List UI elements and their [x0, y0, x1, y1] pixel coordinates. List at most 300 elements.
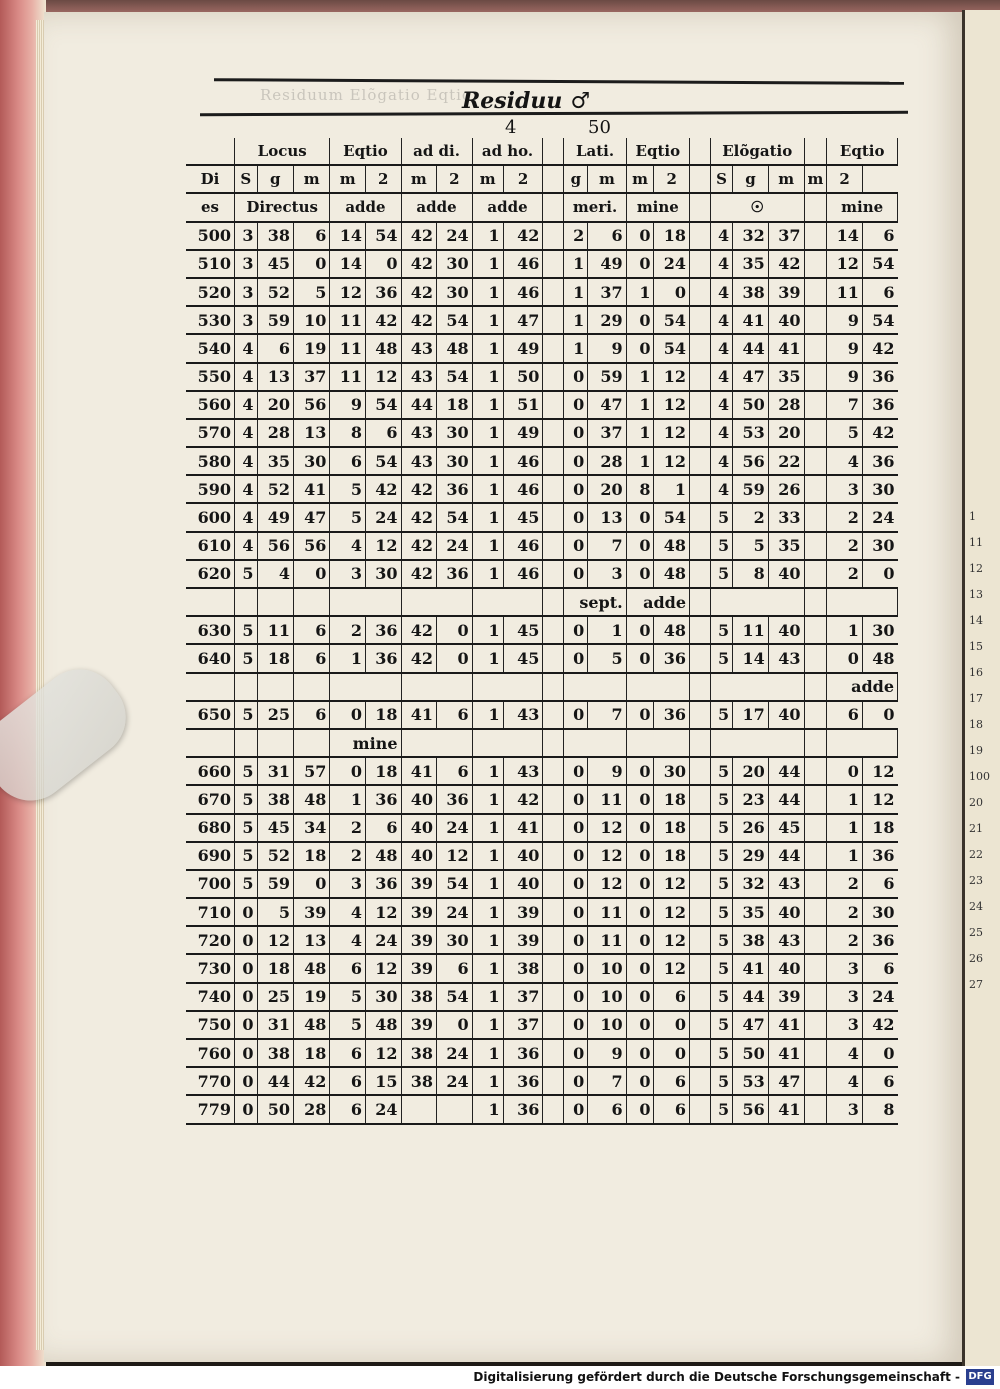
table-row [186, 785, 898, 813]
locus-cell: 5 [234, 842, 257, 870]
equatio-cell: 12 [365, 532, 401, 560]
equatio-lat-cell: 54 [654, 503, 690, 531]
equatio-el-cell: 24 [872, 508, 895, 528]
ad-horam-cell: 1 [472, 278, 503, 306]
elongatio-cell: 29 [733, 842, 769, 870]
table-row [186, 1067, 898, 1095]
equatio-lat-cell: 48 [654, 560, 690, 588]
locus-cell: 6 [293, 701, 329, 729]
elongatio-cell: 50 [733, 391, 769, 419]
locus-cell: 38 [257, 785, 293, 813]
latitude-cell: 59 [588, 363, 626, 391]
note-cell [626, 729, 689, 757]
day-cell: 510 [186, 250, 234, 278]
equatio-lat-cell: 12 [654, 419, 690, 447]
header-cell: ad ho. [472, 138, 543, 165]
mars-symbol-icon: ♂ [570, 88, 591, 114]
elongatio-cell: 28 [768, 391, 804, 419]
elongatio-cell: 5 [711, 842, 733, 870]
latitude-cell: 1 [588, 616, 626, 644]
locus-cell: 50 [257, 1095, 293, 1123]
ad-diem-cell: 44 [401, 391, 437, 419]
elongatio-cell: 47 [733, 363, 769, 391]
header-cell: g [564, 165, 588, 193]
elongatio-cell: 44 [768, 785, 804, 813]
locus-cell: 52 [257, 278, 293, 306]
table-row [186, 644, 898, 672]
equatio-cell: 11 [330, 306, 366, 334]
facing-page-number: 13 [969, 588, 983, 601]
table-row [186, 616, 898, 644]
row-cell [690, 1067, 711, 1095]
ad-horam-cell: 40 [503, 870, 543, 898]
latitude-cell: 0 [564, 644, 588, 672]
equatio-cell: 36 [365, 644, 401, 672]
facing-page-number: 11 [969, 536, 983, 549]
facing-page-edge [962, 10, 1000, 1366]
locus-cell: 5 [257, 898, 293, 926]
header-cell: ☉ [711, 193, 805, 221]
equatio-cell: 8 [330, 419, 366, 447]
header-cell: m [401, 165, 437, 193]
row-cell [804, 532, 827, 560]
elongatio-cell: 59 [733, 475, 769, 503]
equatio-lat-cell: 0 [626, 842, 654, 870]
row-cell [401, 729, 472, 757]
equatio-lat-cell: 0 [626, 1011, 654, 1039]
elongatio-cell: 5 [711, 1039, 733, 1067]
equatio-el-cell: 3 [827, 1011, 863, 1039]
equatio-el-cell: 12 [872, 789, 895, 809]
subhead-right: 50 [588, 117, 611, 138]
row-cell [543, 250, 564, 278]
equatio-cell: 24 [365, 503, 401, 531]
elongatio-cell: 5 [711, 898, 733, 926]
ad-diem-cell: 43 [401, 363, 437, 391]
row-cell [711, 729, 805, 757]
equatio-cell: 2 [330, 842, 366, 870]
equatio-lat-cell: 0 [626, 701, 654, 729]
locus-cell: 0 [234, 1011, 257, 1039]
equatio-lat-cell: 12 [654, 898, 690, 926]
latitude-cell: 0 [564, 757, 588, 785]
latitude-cell: 0 [564, 954, 588, 982]
latitude-cell: 10 [588, 983, 626, 1011]
latitude-cell: 9 [588, 1039, 626, 1067]
latitude-cell: 0 [564, 870, 588, 898]
equatio-cell: 18 [365, 701, 401, 729]
ad-diem-cell: 0 [437, 644, 473, 672]
ad-diem-cell: 42 [401, 560, 437, 588]
equatio-el-cell: 3 [827, 475, 863, 503]
row-cell [690, 588, 711, 616]
equatio-el-cell: 6 [883, 959, 895, 979]
table-row [186, 560, 898, 588]
elongatio-cell: 5 [711, 954, 733, 982]
equatio-lat-cell: 0 [626, 250, 654, 278]
locus-cell: 10 [293, 306, 329, 334]
equatio-lat-cell: 1 [626, 447, 654, 475]
equatio-cell: 9 [330, 391, 366, 419]
header-cell: m [293, 165, 329, 193]
equatio-cell: 3 [330, 870, 366, 898]
ad-diem-cell: 30 [437, 278, 473, 306]
ad-horam-cell: 1 [472, 1039, 503, 1067]
ad-horam-cell: 46 [503, 475, 543, 503]
day-cell: 680 [186, 814, 234, 842]
ad-horam-cell: 49 [503, 419, 543, 447]
header-cell: 2 [827, 165, 863, 193]
elongatio-cell: 5 [711, 1067, 733, 1095]
ad-diem-cell: 54 [437, 870, 473, 898]
equatio-cell: 30 [365, 983, 401, 1011]
locus-cell: 5 [234, 814, 257, 842]
facing-page-number: 1 [969, 510, 976, 523]
row-cell [690, 278, 711, 306]
row-cell [257, 729, 293, 757]
row-cell [690, 785, 711, 813]
equatio-lat-cell: 0 [626, 814, 654, 842]
locus-cell: 56 [293, 391, 329, 419]
row-cell [690, 447, 711, 475]
locus-cell: 3 [234, 250, 257, 278]
header-cell: 2 [365, 165, 401, 193]
latitude-cell: 0 [564, 532, 588, 560]
ad-diem-cell: 48 [437, 334, 473, 362]
row-cell [543, 926, 564, 954]
row-cell [690, 898, 711, 926]
elongatio-cell: 56 [733, 1095, 769, 1123]
ad-diem-cell: 36 [437, 475, 473, 503]
row-cell [543, 503, 564, 531]
ad-horam-cell: 39 [503, 926, 543, 954]
row-cell [257, 673, 293, 701]
latitude-cell: 12 [588, 814, 626, 842]
table-row [186, 222, 898, 250]
elongatio-cell: 39 [768, 983, 804, 1011]
latitude-cell: 1 [564, 306, 588, 334]
latitude-cell: 11 [588, 926, 626, 954]
locus-cell: 3 [234, 306, 257, 334]
day-cell: 700 [186, 870, 234, 898]
ad-diem-cell: 30 [437, 419, 473, 447]
row-cell [543, 983, 564, 1011]
elongatio-cell: 44 [768, 757, 804, 785]
ad-diem-cell [401, 1095, 437, 1123]
ad-diem-cell: 43 [401, 334, 437, 362]
equatio-el-cell: 11 [827, 278, 863, 306]
day-cell: 750 [186, 1011, 234, 1039]
header-cell: m [330, 165, 366, 193]
row-cell [690, 503, 711, 531]
elongatio-cell: 41 [768, 334, 804, 362]
equatio-cell: 54 [365, 447, 401, 475]
row-cell [543, 1039, 564, 1067]
equatio-lat-cell: 12 [654, 391, 690, 419]
day-cell: 580 [186, 447, 234, 475]
equatio-cell: 5 [330, 475, 366, 503]
row-cell [804, 814, 827, 842]
equatio-cell: 12 [365, 1039, 401, 1067]
row-cell [186, 729, 234, 757]
day-cell: 600 [186, 503, 234, 531]
latitude-cell: 49 [588, 250, 626, 278]
day-cell: 779 [186, 1095, 234, 1123]
row-cell [543, 898, 564, 926]
table-row [186, 503, 898, 531]
equatio-el-cell: 14 [827, 222, 863, 250]
ephemeris-table [186, 138, 898, 1125]
elongatio-cell: 44 [768, 842, 804, 870]
equatio-cell: 4 [330, 898, 366, 926]
facing-page-number: 20 [969, 796, 983, 809]
equatio-cell: 54 [365, 391, 401, 419]
row-cell [804, 701, 827, 729]
row-cell [293, 588, 329, 616]
elongatio-cell: 20 [733, 757, 769, 785]
table-row [186, 475, 898, 503]
locus-cell: 6 [293, 616, 329, 644]
locus-cell: 13 [293, 419, 329, 447]
ad-diem-cell: 39 [401, 870, 437, 898]
equatio-el-cell: 4 [827, 1039, 863, 1067]
latitude-cell: 47 [588, 391, 626, 419]
equatio-cell: 2 [330, 814, 366, 842]
row-cell [804, 363, 827, 391]
row-cell [690, 419, 711, 447]
ad-horam-cell: 37 [503, 1011, 543, 1039]
ad-horam-cell: 1 [472, 954, 503, 982]
row-cell [804, 673, 827, 701]
header-cell: g [733, 165, 769, 193]
latitude-cell: 6 [588, 222, 626, 250]
row-cell [543, 306, 564, 334]
equatio-cell: 48 [365, 334, 401, 362]
header-cell: m [472, 165, 503, 193]
facing-page-number: 19 [969, 744, 983, 757]
ad-horam-cell: 46 [503, 250, 543, 278]
row-cell [804, 306, 827, 334]
row-cell [401, 588, 472, 616]
equatio-el-cell: 18 [872, 818, 895, 838]
latitude-cell: 0 [564, 363, 588, 391]
row-cell [234, 588, 257, 616]
latitude-cell: 0 [564, 1067, 588, 1095]
day-cell: 500 [186, 222, 234, 250]
ad-diem-cell: 38 [401, 1067, 437, 1095]
elongatio-cell: 23 [733, 785, 769, 813]
row-cell [543, 588, 564, 616]
row-cell [472, 588, 543, 616]
header-cell: 2 [654, 165, 690, 193]
equatio-lat-cell: 0 [626, 757, 654, 785]
table-row [186, 842, 898, 870]
row-cell [804, 391, 827, 419]
ad-horam-cell: 1 [472, 926, 503, 954]
latitude-cell: 9 [588, 757, 626, 785]
row-cell [804, 447, 827, 475]
day-cell: 740 [186, 983, 234, 1011]
equatio-el-cell: 42 [872, 1015, 895, 1035]
ad-horam-cell: 1 [472, 1095, 503, 1123]
equatio-cell: 36 [365, 278, 401, 306]
equatio-lat-cell: 0 [626, 222, 654, 250]
ad-diem-cell: 18 [437, 391, 473, 419]
latitude-cell: 0 [564, 503, 588, 531]
ad-horam-cell: 42 [503, 785, 543, 813]
elongatio-cell: 5 [711, 503, 733, 531]
row-cell [804, 983, 827, 1011]
ad-horam-cell: 1 [472, 898, 503, 926]
locus-cell: 0 [234, 926, 257, 954]
equatio-cell: 30 [365, 560, 401, 588]
row-cell [690, 870, 711, 898]
equatio-cell: 3 [330, 560, 366, 588]
latitude-cell: 13 [588, 503, 626, 531]
equatio-lat-cell: 6 [654, 1095, 690, 1123]
equatio-lat-cell: 36 [654, 644, 690, 672]
table-row [186, 870, 898, 898]
equatio-lat-cell: 1 [626, 363, 654, 391]
row-cell [690, 391, 711, 419]
row-cell [690, 673, 711, 701]
ad-horam-cell: 1 [472, 391, 503, 419]
ad-horam-cell: 1 [472, 644, 503, 672]
equatio-cell: 36 [365, 870, 401, 898]
day-cell: 640 [186, 644, 234, 672]
row-cell [804, 334, 827, 362]
elongatio-cell: 5 [711, 814, 733, 842]
equatio-cell: 11 [330, 334, 366, 362]
header-cell [690, 193, 711, 221]
page-title [462, 88, 590, 114]
elongatio-cell: 4 [711, 419, 733, 447]
ad-diem-cell: 36 [437, 785, 473, 813]
latitude-cell: 1 [564, 278, 588, 306]
elongatio-cell: 47 [733, 1011, 769, 1039]
latitude-cell: 0 [564, 785, 588, 813]
latitude-cell: 11 [588, 785, 626, 813]
row-cell [804, 898, 827, 926]
elongatio-cell: 4 [711, 222, 733, 250]
elongatio-cell: 5 [711, 870, 733, 898]
header-cell: Eqtio [626, 138, 689, 165]
facing-page-number: 27 [969, 978, 983, 991]
ad-horam-cell: 45 [503, 644, 543, 672]
latitude-cell: 0 [564, 616, 588, 644]
elongatio-cell: 4 [711, 363, 733, 391]
locus-cell: 4 [234, 447, 257, 475]
ad-diem-cell: 39 [401, 926, 437, 954]
facing-page-number: 18 [969, 718, 983, 731]
equatio-cell: 36 [365, 785, 401, 813]
elongatio-cell: 45 [768, 814, 804, 842]
equatio-el-cell: 4 [827, 447, 863, 475]
row-cell [186, 588, 234, 616]
locus-cell: 3 [234, 222, 257, 250]
locus-cell: 0 [234, 1067, 257, 1095]
equatio-el-cell: 2 [827, 926, 863, 954]
latitude-cell: 0 [564, 475, 588, 503]
locus-cell: 4 [234, 363, 257, 391]
locus-cell: 59 [257, 306, 293, 334]
ad-diem-cell: 42 [401, 616, 437, 644]
ad-diem-cell: 30 [437, 447, 473, 475]
row-cell [711, 588, 805, 616]
facing-page-number: 23 [969, 874, 983, 887]
ad-diem-cell: 30 [437, 250, 473, 278]
locus-cell: 4 [234, 391, 257, 419]
row-cell [804, 785, 827, 813]
elongatio-cell: 41 [733, 306, 769, 334]
elongatio-cell: 41 [768, 1039, 804, 1067]
row-cell [711, 673, 805, 701]
latitude-cell: 0 [564, 926, 588, 954]
equatio-el-cell: 6 [883, 282, 895, 302]
ad-horam-cell: 43 [503, 757, 543, 785]
equatio-lat-cell: 0 [654, 278, 690, 306]
locus-cell: 59 [257, 870, 293, 898]
elongatio-cell: 43 [768, 926, 804, 954]
elongatio-cell: 47 [768, 1067, 804, 1095]
ad-diem-cell: 6 [437, 954, 473, 982]
equatio-lat-cell: 0 [626, 1067, 654, 1095]
note-cell: adde [827, 673, 898, 701]
facing-page-number: 25 [969, 926, 983, 939]
table-row [186, 701, 898, 729]
row-cell [293, 673, 329, 701]
note-cell: adde [626, 588, 689, 616]
facing-page-number: 22 [969, 848, 983, 861]
row-cell [543, 532, 564, 560]
equatio-lat-cell: 18 [654, 785, 690, 813]
latitude-cell: 29 [588, 306, 626, 334]
equatio-lat-cell: 0 [626, 1095, 654, 1123]
row-cell [804, 1011, 827, 1039]
note-cell [330, 588, 401, 616]
facing-page-number: 26 [969, 952, 983, 965]
elongatio-cell: 44 [733, 983, 769, 1011]
latitude-cell: 10 [588, 1011, 626, 1039]
ad-horam-cell: 1 [472, 870, 503, 898]
row-cell [234, 729, 257, 757]
row-cell [543, 419, 564, 447]
day-cell: 560 [186, 391, 234, 419]
locus-cell: 6 [293, 644, 329, 672]
row-cell [234, 673, 257, 701]
ad-horam-cell: 1 [472, 334, 503, 362]
ad-diem-cell: 38 [401, 983, 437, 1011]
latitude-cell: 11 [588, 898, 626, 926]
day-cell: 530 [186, 306, 234, 334]
header-cell [543, 165, 564, 193]
latitude-cell: 7 [588, 701, 626, 729]
row-cell [690, 334, 711, 362]
locus-cell: 5 [234, 701, 257, 729]
locus-cell: 5 [293, 278, 329, 306]
ad-horam-cell: 49 [503, 334, 543, 362]
equatio-cell: 54 [365, 222, 401, 250]
locus-cell: 49 [257, 503, 293, 531]
day-cell: 690 [186, 842, 234, 870]
table-row [186, 334, 898, 362]
equatio-lat-cell: 0 [654, 1011, 690, 1039]
ad-diem-cell [437, 1095, 473, 1123]
elongatio-cell: 40 [768, 898, 804, 926]
equatio-lat-cell: 12 [654, 363, 690, 391]
header-cell: m [626, 165, 654, 193]
row-cell [543, 954, 564, 982]
